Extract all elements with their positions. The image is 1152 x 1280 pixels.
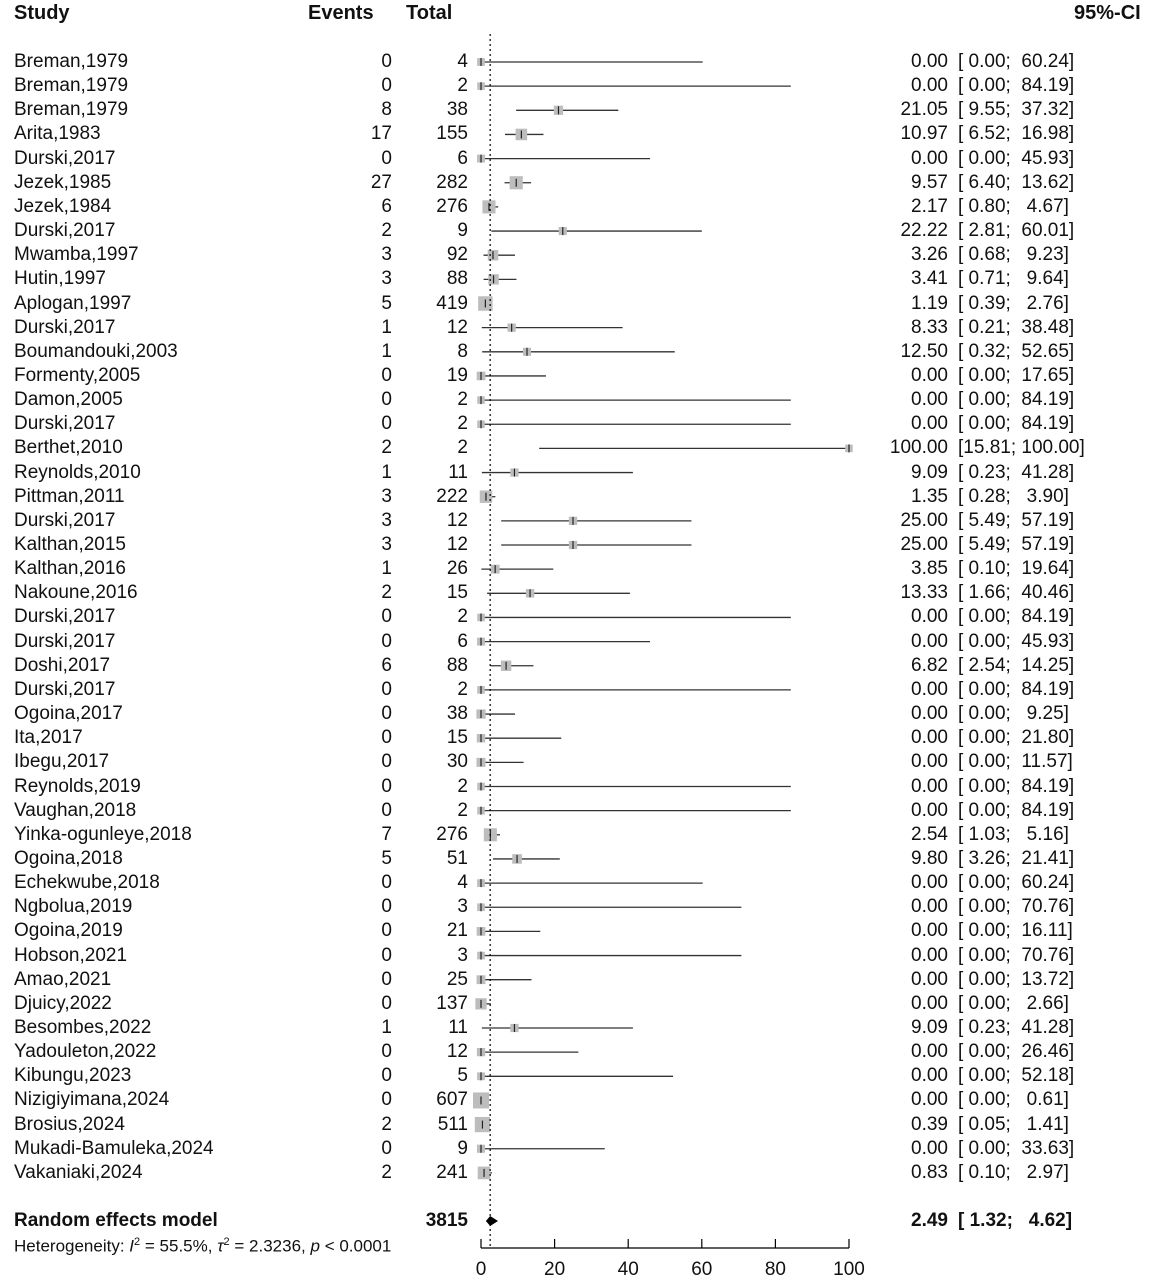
estimate-value: 25.00: [900, 534, 948, 555]
study-name: Yadouleton,2022: [14, 1041, 157, 1063]
x-tick-label: 60: [691, 1259, 713, 1280]
study-name: Brosius,2024: [14, 1113, 125, 1135]
total-value: 25: [446, 968, 468, 990]
total-value: 26: [446, 558, 468, 580]
total-value: 12: [446, 1041, 468, 1063]
events-value: 0: [381, 944, 392, 966]
het-p-symbol: p: [310, 1236, 320, 1256]
ci-value: [ 0.00; 0.61]: [958, 1089, 1069, 1111]
total-value: 92: [446, 244, 468, 266]
estimate-value: 0.00: [911, 944, 948, 966]
estimate-value: 9.80: [911, 847, 948, 869]
study-name: Aplogan,1997: [14, 292, 132, 314]
ci-value: [ 1.03; 5.16]: [958, 823, 1069, 845]
het-prefix: Heterogeneity:: [14, 1236, 130, 1256]
ci-value: [ 6.40; 13.62]: [958, 171, 1075, 193]
header-total: Total: [406, 2, 453, 24]
study-name: Echekwube,2018: [14, 872, 160, 894]
study-name: Ibegu,2017: [14, 751, 110, 773]
summary-label: Random effects model: [14, 1210, 218, 1231]
total-value: 30: [446, 751, 468, 773]
study-name: Kalthan,2016: [14, 558, 126, 580]
study-name: Breman,1979: [14, 99, 129, 121]
study-name: Durski,2017: [14, 606, 116, 628]
total-value: 4: [457, 872, 468, 894]
events-value: 5: [381, 847, 392, 869]
total-value: 9: [457, 220, 468, 242]
events-value: 0: [381, 1065, 392, 1087]
ci-value: [ 0.00; 84.19]: [958, 389, 1075, 411]
events-value: 17: [370, 123, 392, 145]
study-name: Durski,2017: [14, 316, 116, 338]
events-value: 0: [381, 799, 392, 821]
het-tau-symbol: τ: [217, 1236, 224, 1256]
ci-value: [ 0.00; 60.24]: [958, 51, 1075, 72]
ci-value: [ 0.00; 33.63]: [958, 1137, 1075, 1159]
ci-value: [ 0.00; 84.19]: [958, 606, 1075, 628]
total-value: 11: [448, 461, 468, 483]
events-value: 0: [381, 775, 392, 797]
estimate-value: 3.41: [911, 268, 948, 290]
events-value: 2: [381, 220, 392, 242]
study-name: Jezek,1985: [14, 171, 112, 193]
events-value: 1: [381, 1017, 392, 1038]
x-tick-label: 0: [475, 1259, 487, 1280]
estimate-value: 0.00: [911, 678, 948, 700]
total-value: 282: [436, 171, 468, 193]
events-value: 0: [381, 147, 392, 169]
total-value: 88: [446, 268, 468, 290]
ci-value: [ 0.00; 45.93]: [958, 630, 1075, 652]
estimate-value: 0.00: [911, 147, 948, 169]
study-name: Doshi,2017: [14, 654, 111, 676]
ci-value: [ 6.52; 16.98]: [958, 123, 1075, 145]
total-value: 2: [457, 606, 468, 628]
events-value: 0: [381, 389, 392, 411]
events-value: 0: [381, 1089, 392, 1111]
total-value: 155: [436, 123, 468, 145]
ci-value: [ 0.00; 13.72]: [958, 968, 1075, 990]
ci-value: [ 0.05; 1.41]: [958, 1113, 1069, 1135]
events-value: 1: [381, 316, 392, 338]
ci-value: [ 0.00; 70.76]: [958, 944, 1075, 966]
ci-value: [ 0.00; 17.65]: [958, 364, 1075, 386]
events-value: 0: [381, 1041, 392, 1063]
ci-value: [ 0.00; 84.19]: [958, 775, 1075, 797]
estimate-value: 1.35: [911, 485, 948, 507]
events-value: 3: [381, 534, 392, 555]
study-name: Durski,2017: [14, 413, 116, 435]
total-value: 2: [457, 389, 468, 411]
ci-value: [ 0.28; 3.90]: [958, 485, 1069, 507]
estimate-value: 6.82: [911, 654, 948, 676]
study-name: Ogoina,2018: [14, 847, 123, 869]
estimate-value: 10.97: [900, 123, 948, 145]
events-value: 1: [381, 340, 392, 362]
study-name: Nakoune,2016: [14, 582, 138, 604]
x-tick-label: 100: [833, 1259, 865, 1280]
study-name: Ogoina,2019: [14, 920, 123, 942]
estimate-value: 0.00: [911, 727, 948, 749]
total-value: 241: [436, 1161, 468, 1183]
total-value: 2: [457, 775, 468, 797]
total-value: 12: [446, 316, 468, 338]
total-value: 2: [457, 75, 468, 97]
ci-value: [ 0.00; 70.76]: [958, 896, 1075, 918]
events-value: 0: [381, 364, 392, 386]
study-name: Yinka-ogunleye,2018: [14, 823, 192, 845]
total-value: 6: [457, 147, 468, 169]
estimate-value: 0.00: [911, 751, 948, 773]
total-value: 222: [436, 485, 468, 507]
summary-ci: [ 1.32; 4.62]: [958, 1210, 1073, 1231]
estimate-value: 0.00: [911, 75, 948, 97]
events-value: 8: [381, 99, 392, 121]
ci-value: [15.81; 100.00]: [958, 437, 1085, 459]
ci-value: [ 0.23; 41.28]: [958, 461, 1075, 483]
events-value: 0: [381, 920, 392, 942]
ci-value: [ 0.10; 2.97]: [958, 1161, 1069, 1183]
estimate-value: 3.85: [911, 558, 948, 580]
study-name: Kibungu,2023: [14, 1065, 132, 1087]
total-value: 38: [446, 99, 468, 121]
estimate-value: 0.00: [911, 896, 948, 918]
total-value: 276: [436, 195, 468, 217]
estimate-value: 100.00: [889, 437, 948, 459]
total-value: 5: [457, 1065, 468, 1087]
estimate-value: 8.33: [911, 316, 948, 338]
estimate-value: 2.17: [911, 195, 948, 217]
het-tau-value: = 2.3236,: [229, 1236, 311, 1256]
study-name: Jezek,1984: [14, 195, 112, 217]
estimate-value: 0.00: [911, 799, 948, 821]
events-value: 1: [381, 461, 392, 483]
events-value: 0: [381, 968, 392, 990]
het-p-value: < 0.0001: [319, 1236, 392, 1256]
total-value: 12: [446, 509, 468, 531]
ci-value: [ 0.00; 11.57]: [958, 751, 1073, 773]
study-name: Hobson,2021: [14, 944, 128, 966]
estimate-value: 0.00: [911, 968, 948, 990]
ci-value: [ 1.66; 40.46]: [958, 582, 1075, 604]
total-value: 12: [446, 534, 468, 555]
header-events: Events: [308, 2, 374, 24]
ci-value: [ 5.49; 57.19]: [958, 509, 1075, 531]
ci-value: [ 9.55; 37.32]: [958, 99, 1075, 121]
estimate-value: 12.50: [900, 340, 948, 362]
estimate-value: 0.00: [911, 992, 948, 1014]
total-value: 51: [446, 847, 468, 869]
total-value: 607: [436, 1089, 468, 1111]
study-name: Damon,2005: [14, 389, 123, 411]
ci-value: [ 0.00; 84.19]: [958, 678, 1075, 700]
study-name: Reynolds,2010: [14, 461, 141, 483]
ci-value: [ 0.00; 84.19]: [958, 799, 1075, 821]
ci-value: [ 0.21; 38.48]: [958, 316, 1075, 338]
study-name: Mukadi-Bamuleka,2024: [14, 1137, 214, 1159]
events-value: 5: [381, 292, 392, 314]
total-value: 137: [436, 992, 468, 1014]
estimate-value: 0.83: [911, 1161, 948, 1183]
estimate-value: 0.00: [911, 1137, 948, 1159]
study-name: Breman,1979: [14, 75, 129, 97]
total-value: 419: [436, 292, 468, 314]
ci-value: [ 0.68; 9.23]: [958, 244, 1069, 266]
events-value: 0: [381, 992, 392, 1014]
total-value: 9: [457, 1137, 468, 1159]
x-tick-label: 20: [544, 1259, 566, 1280]
estimate-value: 22.22: [900, 220, 948, 242]
estimate-value: 3.26: [911, 244, 948, 266]
ci-value: [ 0.32; 52.65]: [958, 340, 1075, 362]
estimate-value: 0.00: [911, 413, 948, 435]
study-name: Reynolds,2019: [14, 775, 141, 797]
ci-value: [ 0.00; 9.25]: [958, 703, 1069, 725]
ci-value: [ 0.00; 45.93]: [958, 147, 1075, 169]
ci-value: [ 0.00; 26.46]: [958, 1041, 1075, 1063]
events-value: 0: [381, 630, 392, 652]
events-value: 0: [381, 703, 392, 725]
total-value: 2: [457, 799, 468, 821]
events-value: 3: [381, 268, 392, 290]
total-value: 15: [446, 582, 468, 604]
estimate-value: 0.00: [911, 775, 948, 797]
total-value: 19: [446, 364, 468, 386]
total-value: 2: [457, 678, 468, 700]
estimate-value: 0.00: [911, 606, 948, 628]
total-value: 3: [457, 896, 468, 918]
estimate-value: 0.00: [911, 703, 948, 725]
events-value: 0: [381, 872, 392, 894]
events-value: 6: [381, 654, 392, 676]
ci-value: [ 5.49; 57.19]: [958, 534, 1075, 555]
ci-value: [ 0.00; 16.11]: [958, 920, 1073, 942]
x-tick-label: 80: [764, 1259, 786, 1280]
total-value: 6: [457, 630, 468, 652]
estimate-value: 0.00: [911, 51, 948, 72]
total-value: 11: [448, 1017, 468, 1038]
ci-value: [ 0.39; 2.76]: [958, 292, 1069, 314]
study-name: Durski,2017: [14, 678, 116, 700]
estimate-value: 9.57: [911, 171, 948, 193]
heterogeneity-text: Heterogeneity: $I^2 = 55.5\%$, $\tau^2 = 2.3236$, p < 0.0001: [14, 1236, 392, 1256]
events-value: 0: [381, 51, 392, 72]
study-name: Nizigiyimana,2024: [14, 1089, 170, 1111]
events-value: 2: [381, 437, 392, 459]
ci-value: [ 0.00; 84.19]: [958, 75, 1075, 97]
total-value: 21: [446, 920, 468, 942]
total-value: 511: [437, 1113, 468, 1135]
estimate-value: 0.00: [911, 630, 948, 652]
estimate-value: 0.00: [911, 1041, 948, 1063]
study-name: Berthet,2010: [14, 437, 123, 459]
study-name: Kalthan,2015: [14, 534, 126, 555]
x-tick-label: 40: [617, 1259, 639, 1280]
events-value: 2: [381, 1113, 392, 1135]
het-i2-symbol: I: [129, 1236, 135, 1256]
estimate-value: 9.09: [911, 461, 948, 483]
estimate-value: 0.00: [911, 872, 948, 894]
estimate-value: 13.33: [900, 582, 948, 604]
study-name: Ogoina,2017: [14, 703, 123, 725]
study-name: Boumandouki,2003: [14, 340, 178, 362]
events-value: 0: [381, 75, 392, 97]
study-name: Durski,2017: [14, 220, 116, 242]
total-value: 276: [436, 823, 468, 845]
study-name: Durski,2017: [14, 147, 116, 169]
summary-estimate: 2.49: [911, 1210, 948, 1231]
ci-value: [ 0.80; 4.67]: [958, 195, 1069, 217]
study-name: Durski,2017: [14, 630, 116, 652]
events-value: 0: [381, 413, 392, 435]
study-name: Mwamba,1997: [14, 244, 139, 266]
total-value: 8: [457, 340, 468, 362]
summary-total: 3815: [425, 1210, 468, 1231]
estimate-value: 0.39: [911, 1113, 948, 1135]
study-name: Vakaniaki,2024: [14, 1161, 143, 1183]
ci-value: [ 0.00; 84.19]: [958, 413, 1075, 435]
total-value: 88: [446, 654, 468, 676]
total-value: 38: [446, 703, 468, 725]
estimate-value: 0.00: [911, 389, 948, 411]
ci-value: [ 3.26; 21.41]: [958, 847, 1075, 869]
study-name: Hutin,1997: [14, 268, 106, 290]
study-name: Durski,2017: [14, 509, 116, 531]
estimate-value: 1.19: [911, 292, 948, 314]
events-value: 1: [381, 558, 392, 580]
events-value: 27: [370, 171, 392, 193]
estimate-value: 0.00: [911, 1089, 948, 1111]
study-name: Vaughan,2018: [14, 799, 137, 821]
estimate-value: 0.00: [911, 920, 948, 942]
ci-value: [ 2.81; 60.01]: [958, 220, 1075, 242]
ci-value: [ 0.23; 41.28]: [958, 1017, 1075, 1038]
events-value: 3: [381, 244, 392, 266]
ci-value: [ 0.71; 9.64]: [958, 268, 1069, 290]
header-ci: 95%-CI: [1074, 2, 1141, 24]
summary-diamond: [486, 1216, 498, 1226]
ci-value: [ 0.00; 21.80]: [958, 727, 1075, 749]
events-value: 3: [381, 509, 392, 531]
total-value: 15: [446, 727, 468, 749]
estimate-value: 0.00: [911, 364, 948, 386]
total-value: 4: [457, 51, 468, 72]
study-name: Arita,1983: [14, 123, 101, 145]
events-value: 2: [381, 1161, 392, 1183]
events-value: 6: [381, 195, 392, 217]
estimate-value: 0.00: [911, 1065, 948, 1087]
events-value: 0: [381, 727, 392, 749]
total-value: 2: [457, 437, 468, 459]
study-name: Djuicy,2022: [14, 992, 112, 1014]
total-value: 2: [457, 413, 468, 435]
estimate-value: 21.05: [900, 99, 948, 121]
estimate-value: 2.54: [911, 823, 948, 845]
ci-value: [ 0.00; 52.18]: [958, 1065, 1075, 1087]
events-value: 0: [381, 1137, 392, 1159]
ci-value: [ 2.54; 14.25]: [958, 654, 1075, 676]
events-value: 0: [381, 896, 392, 918]
study-name: Besombes,2022: [14, 1017, 152, 1038]
study-name: Breman,1979: [14, 51, 129, 72]
ci-value: [ 0.10; 19.64]: [958, 558, 1075, 580]
events-value: 0: [381, 678, 392, 700]
header-study: Study: [14, 2, 70, 24]
ci-value: [ 0.00; 2.66]: [958, 992, 1069, 1014]
estimate-value: 9.09: [911, 1017, 948, 1038]
study-name: Ngbolua,2019: [14, 896, 133, 918]
events-value: 0: [381, 606, 392, 628]
events-value: 0: [381, 751, 392, 773]
study-name: Formenty,2005: [14, 364, 141, 386]
het-i2-value: = 55.5%,: [140, 1236, 218, 1256]
study-name: Pittman,2011: [14, 485, 125, 507]
events-value: 3: [381, 485, 392, 507]
total-value: 3: [457, 944, 468, 966]
study-name: Amao,2021: [14, 968, 112, 990]
study-name: Ita,2017: [14, 727, 83, 749]
events-value: 2: [381, 582, 392, 604]
events-value: 7: [381, 823, 392, 845]
ci-value: [ 0.00; 60.24]: [958, 872, 1075, 894]
estimate-value: 25.00: [900, 509, 948, 531]
